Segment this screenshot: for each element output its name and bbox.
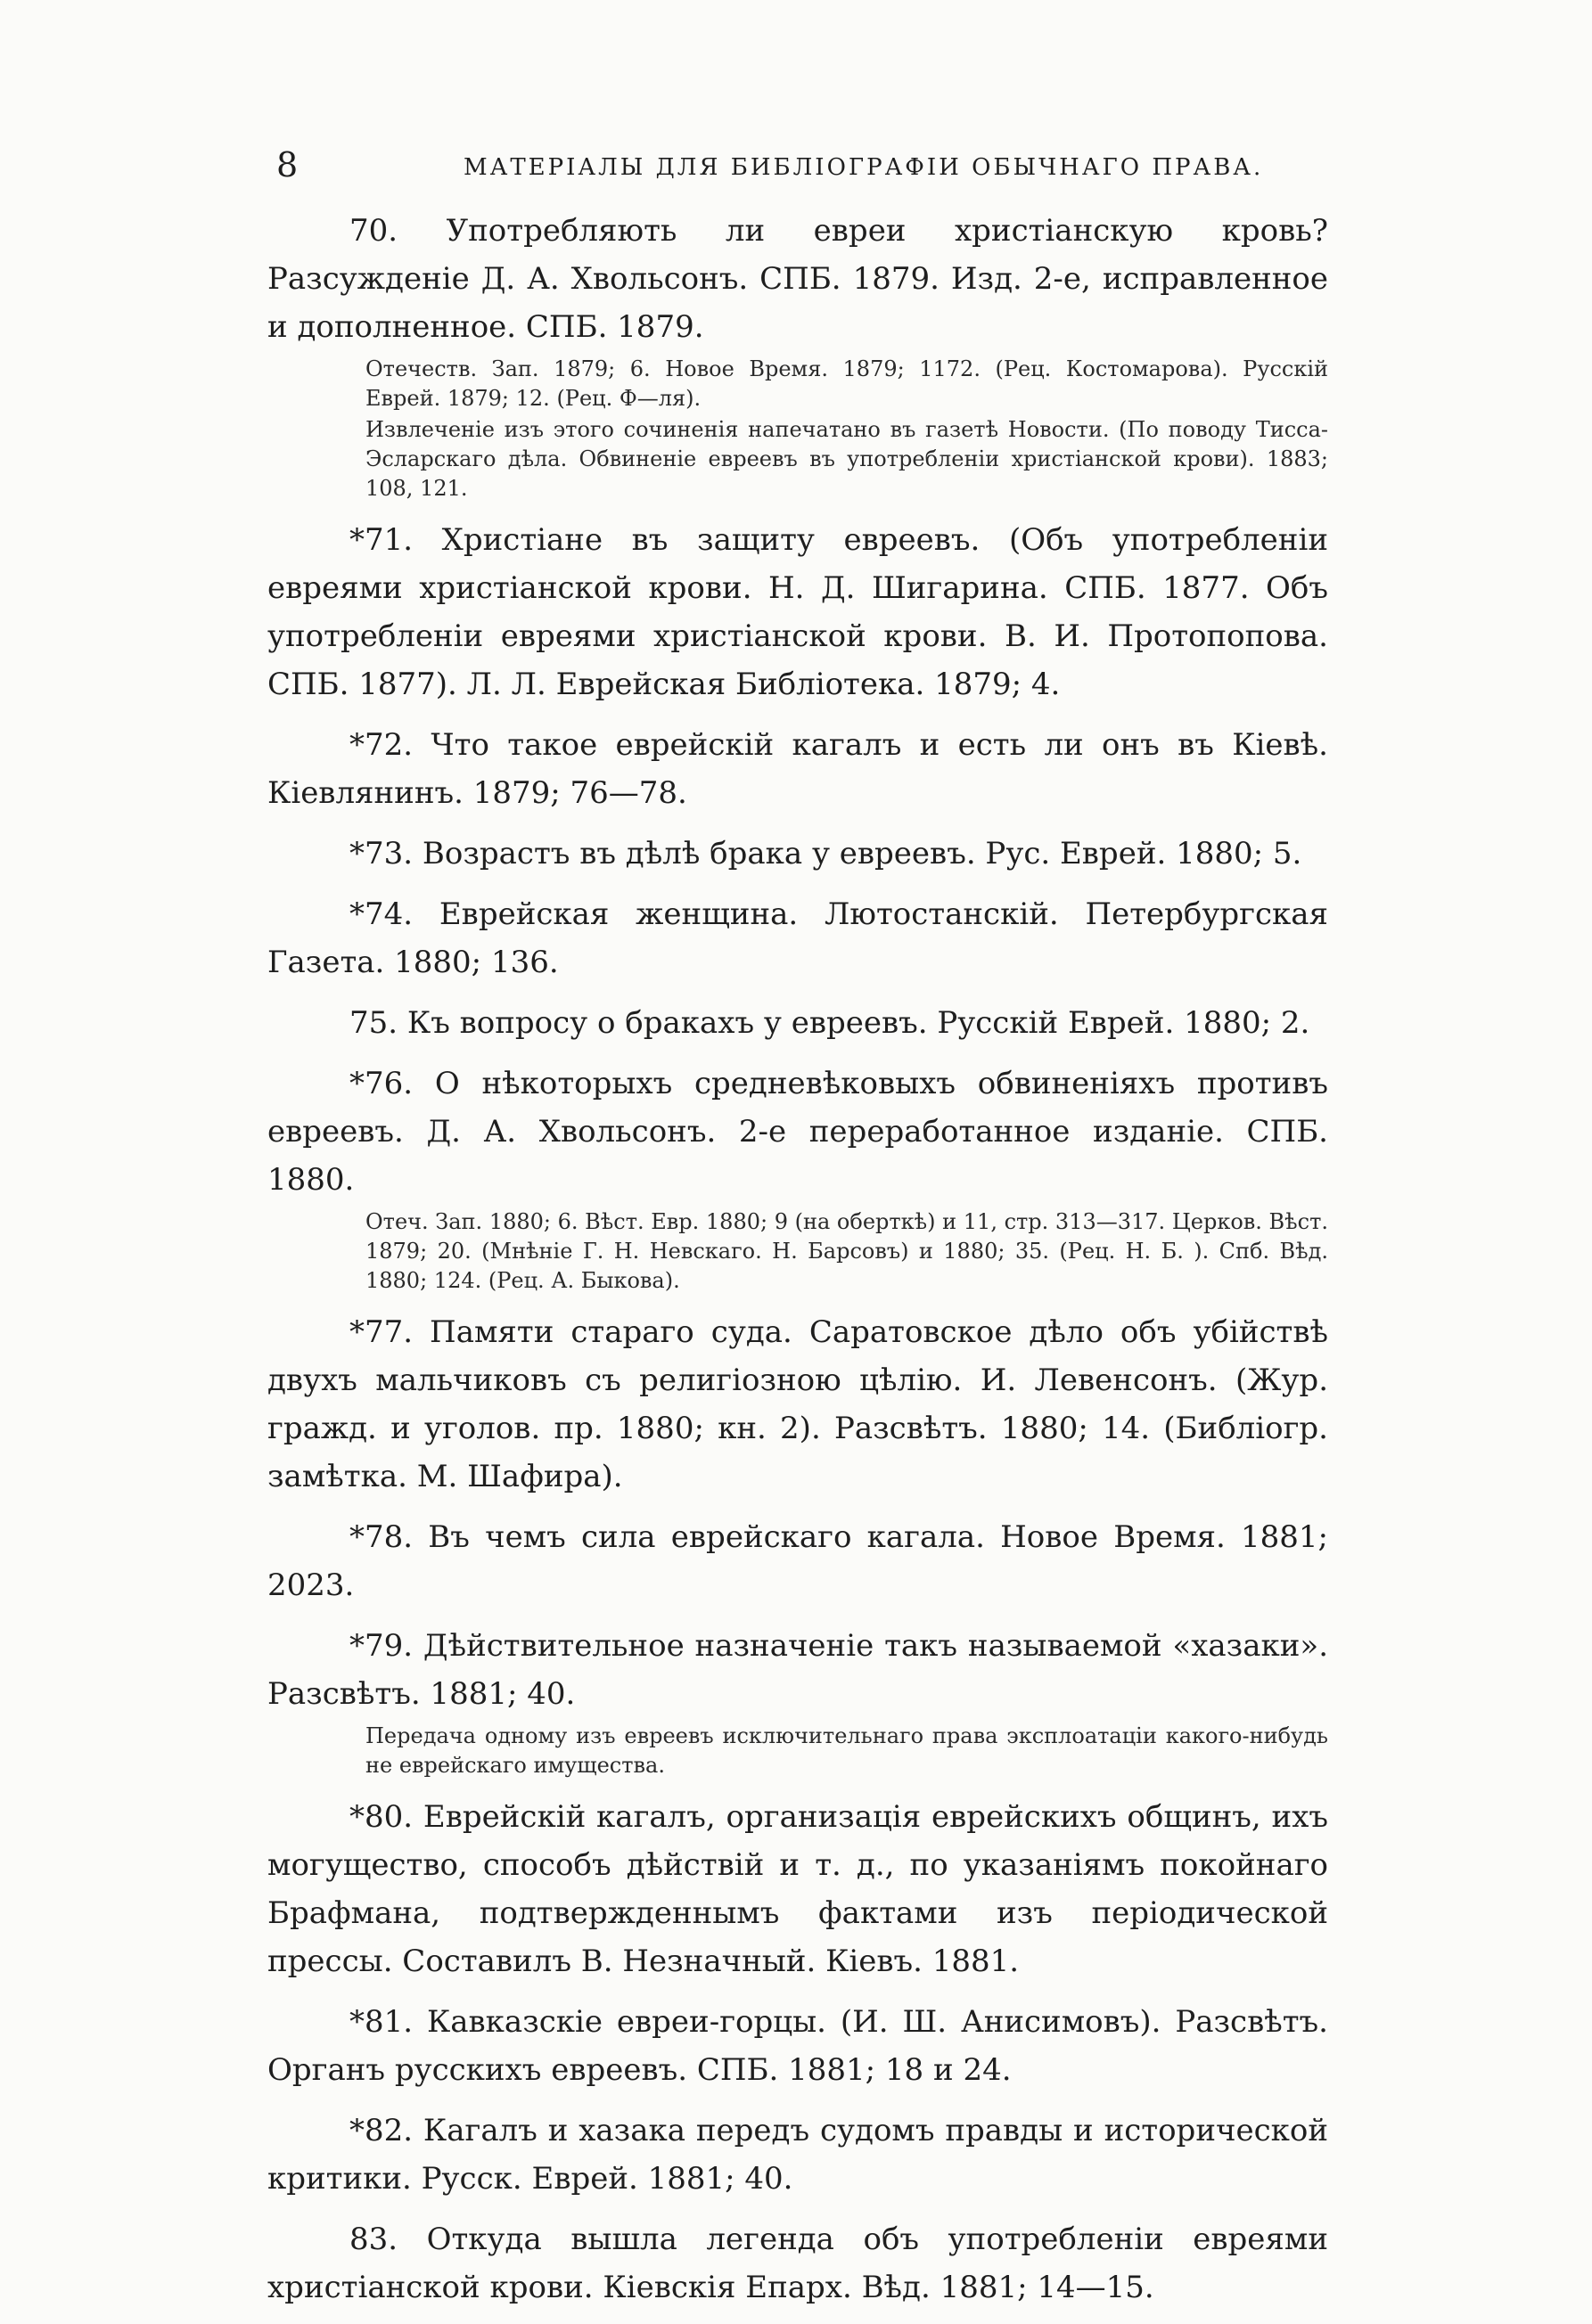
bibliography-entry [267,2215,1328,2312]
entry-text: 83. Откуда вышла легенда объ употребленіи евреями христіанской крови. Кіевскія Епарх. Вѣд. 1881; 14—15. [267,2222,1328,2305]
entry-text: *81. Кавказскіе евреи-горцы. (И. Ш. Анисимовъ). Разсвѣтъ. Органъ русскихъ евреевъ. СПБ. 1881; 18 и 24. [267,2004,1328,2088]
entry-note: Извлеченіе изъ этого сочиненія напечатано въ газетѣ Новости. (По поводу Тисса-Эсларскаго дѣла. Обвиненіе евреевъ въ употребленіи христіанской крови). 1883; 108, 121. [365,417,1328,501]
entry-note: Отечеств. Зап. 1879; 6. Новое Время. 1879; 1172. (Рец. Костомарова). Русскій Еврей. 1879; 12. (Рец. Ф—ля). [365,356,1328,411]
bibliography-entry [267,830,1328,878]
running-title: МАТЕРІАЛЫ ДЛЯ БИБЛІОГРАФІИ ОБЫЧНАГО ПРАВА. [464,154,1264,181]
page-number: 8 [276,145,299,184]
bibliography-entry [267,1622,1328,1780]
entry-text: 75. Къ вопросу о бракахъ у евреевъ. Русскій Еврей. 1880; 2. [349,1005,1310,1041]
bibliography-entry [267,721,1328,817]
entry-note: Передача одному изъ евреевъ исключительнаго права эксплоатаціи какого-нибудь не еврейскаго имущества. [365,1723,1328,1778]
entry-text: *78. Въ чемъ сила еврейскаго кагала. Новое Время. 1881; 2023. [267,1519,1328,1603]
page-header [267,143,1264,196]
entry-text: *76. О нѣкоторыхъ средневѣковыхъ обвиненіяхъ противъ евреевъ. Д. А. Хвольсонъ. 2-е переработанное изданіе. СПБ. 1880. [267,1066,1328,1198]
bibliography-entry [267,1308,1328,1501]
bibliography-entry [267,2107,1328,2203]
entry-text: *71. Христіане въ защиту евреевъ. (Объ употребленіи евреями христіанской крови. Н. Д. Шигарина. СПБ. 1877. Объ употребленіи евреями христіанской крови. В. И. Протопопова. СПБ. 1877). Л. Л. Еврейская Библіотека. 1879; 4. [267,522,1328,702]
bibliography-entry [267,1793,1328,1985]
entry-text: *77. Памяти стараго суда. Саратовское дѣло объ убійствѣ двухъ мальчиковъ съ религіозною цѣлію. И. Левенсонъ. (Жур. гражд. и уголов. пр. 1880; кн. 2). Разсвѣтъ. 1880; 14. (Библіогр. замѣтка. М. Шафира). [267,1314,1328,1494]
bibliography-entry [267,516,1328,708]
bibliography-entry [267,1513,1328,1609]
bibliography-entry [267,1998,1328,2094]
entry-text: *73. Возрастъ въ дѣлѣ брака у евреевъ. Рус. Еврей. 1880; 5. [349,836,1302,872]
entry-text: *74. Еврейская женщина. Лютостанскій. Петербургская Газета. 1880; 136. [267,896,1328,980]
bibliography-entry [267,1060,1328,1296]
entry-text: *79. Дѣйствительное назначеніе такъ называемой «хазаки». Разсвѣтъ. 1881; 40. [267,1628,1328,1712]
bibliography-entry [267,207,1328,503]
entry-text: 70. Употребляють ли евреи христіанскую кровь? Разсужденіе Д. А. Хвольсонъ. СПБ. 1879. Изд. 2-е, исправленное и дополненное. СПБ. 1879. [267,213,1328,345]
bibliography-entries [267,207,1328,2324]
entry-text: *82. Кагалъ и хазака передъ судомъ правды и исторической критики. Русск. Еврей. 1881; 40. [267,2113,1328,2197]
entry-text: *80. Еврейскій кагалъ, организація еврейскихъ общинъ, ихъ могущество, способъ дѣйствій и т. д., по указаніямъ покойнаго Брафмана, подтвержденнымъ фактами изъ періодической прессы. Составилъ В. Незначный. Кіевъ. 1881. [267,1799,1328,1979]
bibliography-entry [267,890,1328,986]
entry-note: Отеч. Зап. 1880; 6. Вѣст. Евр. 1880; 9 (на оберткѣ) и 11, стр. 313—317. Церков. Вѣст. 1879; 20. (Мнѣніе Г. Н. Невскаго. Н. Барсовъ) и 1880; 35. (Рец. Н. Б. ). Спб. Вѣд. 1880; 124. (Рец. А. Быкова). [365,1209,1328,1293]
bibliography-entry [267,999,1328,1047]
entry-text: *72. Что такое еврейскій кагалъ и есть ли онъ въ Кіевѣ. Кіевлянинъ. 1879; 76—78. [267,727,1328,811]
